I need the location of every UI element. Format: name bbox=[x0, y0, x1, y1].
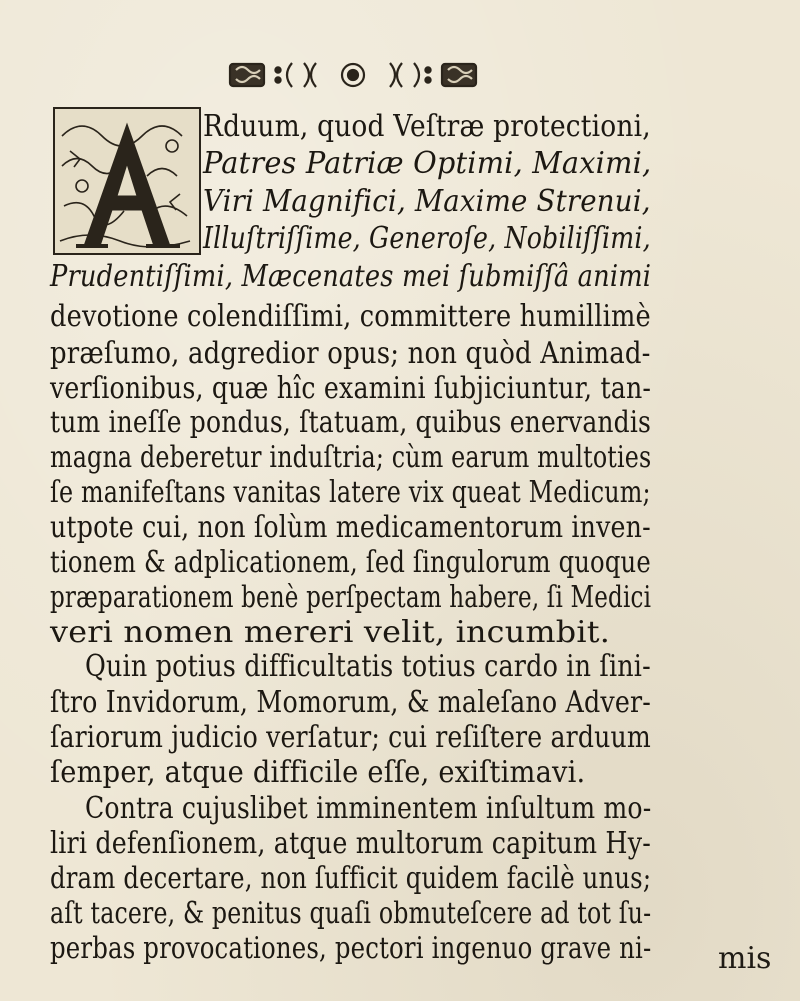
text-line: verſionibus, quæ hîc examini ſubjiciuntur, tan- bbox=[50, 371, 652, 406]
text-line: Rduum, quod Veſtræ protectioni, bbox=[203, 109, 651, 144]
text-line: tum ineſſe pondus, ſtatuam, quibus enervandis bbox=[50, 405, 652, 440]
text-line: utpote cui, non ſolùm medicamentorum inven- bbox=[50, 510, 651, 545]
text-line: Quin potius difficultatis totius cardo in ſini- bbox=[85, 649, 651, 684]
text-line: ſtro Invidorum, Momorum, & maleſano Adver- bbox=[50, 685, 652, 720]
headpiece-ornament-icon bbox=[228, 58, 478, 92]
text-line: perbas provocationes, pectori ingenuo grave ni- bbox=[50, 931, 652, 966]
text-line: liri defenſionem, atque multorum capitum Hy- bbox=[50, 826, 651, 861]
text-line: aſt tacere, & penitus quaſi obmuteſcere ad tot ſu- bbox=[50, 896, 652, 931]
ornamental-initial-a-icon bbox=[52, 106, 202, 256]
text-line: devotione colendiſſimi, committere humillimè bbox=[50, 299, 651, 334]
catchword: mis bbox=[718, 941, 772, 976]
text-line: tionem & adplicationem, ſed ſingulorum quoque bbox=[50, 545, 651, 580]
text-line: Contra cujuslibet imminentem inſultum mo- bbox=[85, 791, 652, 826]
text-line: Illuſtriſſime, Generoſe, Nobiliſſimi, bbox=[203, 221, 651, 256]
text-line: dram decertare, non ſufficit quidem facilè unus; bbox=[50, 861, 652, 896]
text-line: Viri Magnifici, Maxime Strenui, bbox=[203, 184, 651, 219]
text-line: magna deberetur induſtria; cùm earum multoties bbox=[50, 440, 652, 475]
text-line: præparationem benè perſpectam habere, ſi Medici bbox=[50, 580, 652, 615]
text-line: ſariorum judicio verſatur; cui reſiſtere arduum bbox=[50, 720, 651, 755]
text-line: Patres Patriæ Optimi, Maximi, bbox=[203, 146, 652, 181]
text-line: ſe manifeſtans vanitas latere vix queat Medicum; bbox=[50, 475, 651, 510]
text-line: veri nomen mereri velit, incumbit. bbox=[50, 615, 611, 650]
text-line: Prudentiſſimi, Mæcenates mei ſubmiſſâ animi bbox=[50, 259, 652, 294]
text-line: præſumo, adgredior opus; non quòd Animad- bbox=[50, 336, 651, 371]
text-line: ſemper, atque difficile eſſe, exiſtimavi. bbox=[50, 755, 586, 790]
